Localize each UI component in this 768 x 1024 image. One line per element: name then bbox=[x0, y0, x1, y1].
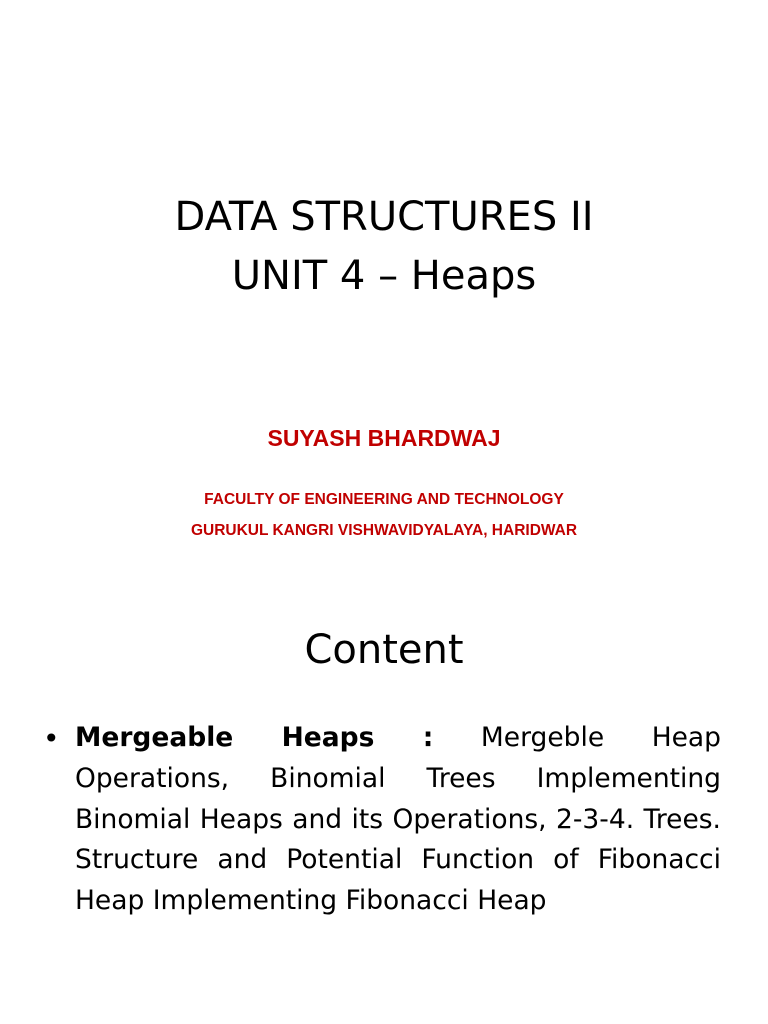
content-slide bbox=[0, 576, 768, 1024]
bullet-icon: • bbox=[43, 722, 60, 755]
presentation-title-line-2: UNIT 4 – Heaps bbox=[231, 253, 537, 299]
affiliation-university: GURUKUL KANGRI VISHWAVIDYALAYA, HARIDWAR bbox=[190, 522, 578, 539]
author-name: SUYASH BHARDWAJ bbox=[267, 425, 501, 451]
content-heading: Content bbox=[304, 627, 464, 673]
presentation-title-line-1: DATA STRUCTURES II bbox=[174, 194, 594, 240]
bullet-text bbox=[75, 718, 721, 922]
affiliation-faculty: FACULTY OF ENGINEERING AND TECHNOLOGY bbox=[204, 491, 564, 508]
bullet-body: Mergeble Heap Operations, Binomial Trees Implementing Binomial Heaps and its Operations, 2-3-4. Trees. Structure and Potential Function of Fibonacci Heap Implementing Fibonacci Heap bbox=[75, 722, 721, 917]
bullet-lead: Mergeable Heaps : bbox=[75, 722, 434, 753]
